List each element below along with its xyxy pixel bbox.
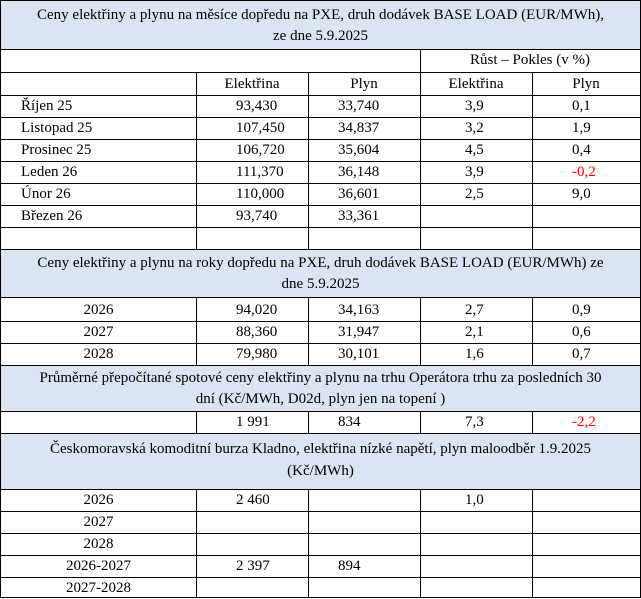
grid-line: [1, 183, 640, 184]
section3-title-line2: dní (Kč/MWh, D02d, plyn jen na topení ): [195, 391, 446, 407]
cell-d-gas: [572, 227, 640, 249]
cell-d-gas: 1,9: [572, 120, 591, 136]
cell-d-elec: [465, 227, 532, 249]
cell-elec: 79,980: [236, 346, 278, 362]
cell-gas: 894: [338, 558, 361, 574]
grid-line: [1, 227, 640, 228]
grid-line: [308, 297, 309, 365]
cell-d-gas: -2,2: [572, 414, 596, 430]
cell-d-gas: 0,9: [572, 302, 591, 318]
grid-line: [308, 72, 309, 249]
cell-label: 2026: [83, 302, 114, 318]
grid-line: [1, 533, 640, 534]
cell-label: 2027: [83, 324, 114, 340]
cell-d-gas: 0,1: [572, 98, 591, 114]
grid-line: [1, 577, 640, 578]
cell-label: Leden 26: [21, 164, 78, 180]
cell-d-gas: 0,7: [572, 346, 591, 362]
grid-line: [1, 411, 640, 412]
grid-line: [196, 297, 197, 365]
grid-line: [1, 343, 640, 344]
grid-line: [532, 489, 533, 597]
cell-d-elec: 1,6: [465, 346, 484, 362]
grid-line: [420, 49, 421, 72]
cell-elec: 111,370: [236, 164, 284, 180]
grid-line: [532, 297, 533, 365]
cell-label: 2028: [83, 536, 114, 552]
cell-gas: 36,601: [338, 186, 380, 202]
cell-elec: 1 991: [236, 414, 270, 430]
cell-label: 2027: [83, 514, 114, 530]
cell-d-elec: 4,5: [465, 142, 484, 158]
cell-elec: [236, 533, 308, 555]
col-header-growth-gas: Plyn: [572, 76, 600, 92]
cell-elec: 93,430: [236, 98, 278, 114]
cell-label: 2026-2027: [66, 558, 131, 574]
grid-line: [1, 249, 640, 250]
cell-elec: 94,020: [236, 302, 278, 318]
cell-label: Říjen 25: [21, 98, 73, 114]
col-header-electricity: Elektřina: [224, 76, 280, 92]
cell-gas: 36,148: [338, 164, 380, 180]
cell-label: Březen 26: [21, 208, 83, 224]
grid-line: [1, 95, 640, 96]
grid-line: [1, 555, 640, 556]
cell-d-elec: [465, 205, 532, 227]
grid-line: [1, 205, 640, 206]
cell-gas: [338, 227, 420, 249]
grid-line: [308, 489, 309, 597]
section2-title-line2: dne 5.9.2025: [281, 276, 360, 292]
section1-title-line1: Ceny elektřiny a plynu na měsíce dopředu na PXE, druh dodávek BASE LOAD (EUR/MWh),: [37, 7, 604, 23]
grid-line: [1, 117, 640, 118]
cell-label: Prosinec 25: [21, 142, 92, 158]
cell-elec: [236, 227, 308, 249]
grid-line: [420, 489, 421, 597]
growth-header: Růst – Pokles (v %): [470, 52, 590, 68]
cell-elec: 2 460: [236, 492, 270, 508]
cell-elec: 93,740: [236, 208, 278, 224]
cell-elec: 106,720: [236, 142, 285, 158]
cell-elec: 110,000: [236, 186, 285, 202]
cell-d-gas: [572, 511, 640, 533]
cell-elec: 88,360: [236, 324, 278, 340]
cell-d-gas: 9,0: [572, 186, 591, 202]
cell-d-elec: 2,5: [465, 186, 484, 202]
cell-d-elec: 3,9: [465, 98, 484, 114]
grid-line: [1, 433, 640, 434]
cell-gas: [338, 577, 420, 599]
cell-label: 2028: [83, 346, 114, 362]
cell-d-gas: [572, 205, 640, 227]
grid-line: [532, 411, 533, 433]
grid-line: [1, 49, 640, 50]
grid-line: [1, 489, 640, 490]
grid-line: [1, 72, 640, 73]
cell-d-gas: [572, 555, 640, 577]
grid-line: [420, 72, 421, 249]
cell-d-gas: [572, 489, 640, 511]
section4-title-line2: (Kč/MWh): [287, 463, 354, 479]
cell-elec: 107,450: [236, 120, 285, 136]
cell-d-gas: [572, 577, 640, 599]
cell-gas: [338, 511, 420, 533]
col-header-gas: Plyn: [350, 76, 378, 92]
grid-line: [1, 139, 640, 140]
cell-label: Únor 26: [21, 186, 71, 202]
cell-elec: [236, 511, 308, 533]
grid-line: [196, 411, 197, 433]
cell-label: Listopad 25: [21, 120, 93, 136]
cell-d-elec: 2,7: [465, 302, 484, 318]
grid-line: [420, 411, 421, 433]
cell-d-elec: 3,9: [465, 164, 484, 180]
cell-gas: 834: [338, 414, 361, 430]
cell-gas: 35,604: [338, 142, 380, 158]
grid-line: [196, 72, 197, 249]
cell-d-gas: [572, 533, 640, 555]
cell-gas: 33,361: [338, 208, 380, 224]
cell-d-elec: 2,1: [465, 324, 484, 340]
grid-line: [1, 161, 640, 162]
cell-d-elec: [465, 555, 532, 577]
grid-line: [196, 489, 197, 597]
cell-d-elec: [465, 533, 532, 555]
cell-d-gas: 0,6: [572, 324, 591, 340]
cell-d-elec: [465, 577, 532, 599]
cell-label: [21, 227, 196, 249]
section2-title-line1: Ceny elektřiny a plynu na roky dopředu na PXE, druh dodávek BASE LOAD (EUR/MWh) ze: [37, 255, 604, 271]
grid-line: [1, 365, 640, 366]
grid-line: [1, 321, 640, 322]
cell-label: [1, 411, 196, 433]
section1-title-line2: ze dne 5.9.2025: [273, 28, 368, 44]
cell-elec: [236, 577, 308, 599]
cell-elec: 2 397: [236, 558, 270, 574]
cell-label: 2027-2028: [66, 580, 131, 596]
cell-d-gas: -0,2: [572, 164, 596, 180]
grid-line: [1, 511, 640, 512]
section3-title-line1: Průměrné přepočítané spotové ceny elektřiny a plynu na trhu Operátora trhu za posledních 30: [39, 370, 602, 386]
cell-d-elec: 7,3: [465, 414, 484, 430]
cell-gas: 30,101: [338, 346, 380, 362]
cell-gas: 34,163: [338, 302, 380, 318]
grid-line: [308, 411, 309, 433]
section4-title-line1: Českomoravská komoditní burza Kladno, elektřina nízké napětí, plyn maloodběr 1.9.2025: [49, 441, 592, 457]
cell-d-gas: 0,4: [572, 142, 591, 158]
grid-line: [532, 72, 533, 249]
cell-d-elec: 3,2: [465, 120, 484, 136]
cell-gas: 34,837: [338, 120, 380, 136]
cell-label: 2026: [83, 492, 114, 508]
col-header-growth-electricity: Elektřina: [448, 76, 504, 92]
cell-gas: 33,740: [338, 98, 380, 114]
cell-gas: [338, 489, 420, 511]
cell-gas: [338, 533, 420, 555]
grid-line: [1, 297, 640, 298]
cell-gas: 31,947: [338, 324, 380, 340]
grid-line: [420, 297, 421, 365]
cell-d-elec: 1,0: [465, 492, 484, 508]
cell-d-elec: [465, 511, 532, 533]
